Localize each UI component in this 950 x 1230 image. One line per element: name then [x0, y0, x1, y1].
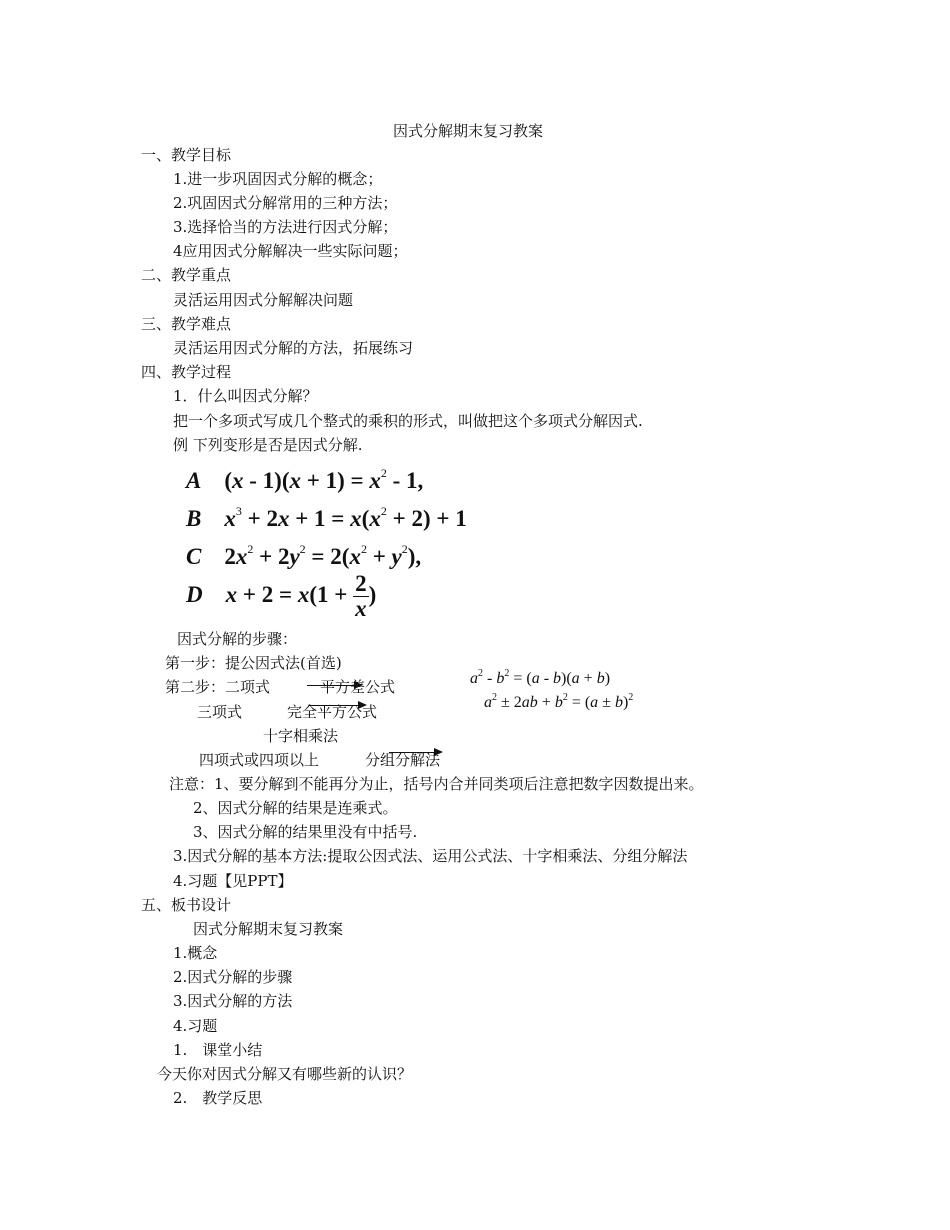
section-heading-goals: 一、教学目标: [141, 146, 232, 164]
option-c-equation: C $2x^2 + 2y^2 = 2(x^2 + y^2)$,: [186, 542, 422, 569]
example-prompt: 例 下列变形是否是因式分解.: [173, 436, 363, 454]
summary-heading: 1. 课堂小结: [173, 1041, 263, 1059]
option-c-label: C: [186, 544, 202, 569]
board-title: 因式分解期末复习教案: [193, 920, 344, 938]
section-heading-difficulty: 三、教学难点: [141, 315, 232, 333]
section-heading-process: 四、教学过程: [141, 363, 232, 381]
step-one: 第一步：提公因式法(首选): [165, 654, 342, 672]
cross-multiplication-label: 十字相乘法: [263, 727, 339, 745]
page-title: 因式分解期末复习教案: [393, 122, 544, 140]
section-heading-board: 五、板书设计: [141, 896, 232, 914]
trinomial-label: 三项式: [197, 703, 243, 721]
goal-item-4: 4应用因式分解解决一些实际问题；: [173, 242, 408, 260]
reflection-heading: 2. 教学反思: [173, 1089, 263, 1107]
polynomial-four-terms-label: 四项式或四项以上: [199, 751, 320, 769]
difference-of-squares-label: 平方差公式: [320, 678, 396, 696]
note-1: 注意：1、要分解到不能再分为止，括号内合并同类项后注意把数字因数提出来。: [169, 775, 704, 793]
focus-text: 灵活运用因式分解解决问题: [173, 291, 354, 309]
section-heading-focus: 二、教学重点: [141, 266, 232, 284]
option-b-equation: B $x^3 + 2x + 1 = x(x^2 + 2) + 1$: [186, 504, 467, 531]
option-b-label: B: [186, 506, 202, 531]
board-item-3: 3.因式分解的方法: [173, 992, 293, 1010]
step-two-binomial: 第二步：二项式: [165, 678, 271, 696]
goal-item-2: 2.巩固因式分解常用的三种方法；: [173, 194, 398, 212]
perfect-square-label: 完全平方公式: [287, 703, 378, 721]
grouping-method-label: 分组分解法: [365, 751, 441, 769]
difference-of-squares-formula: $a^2 - b^2 = (a - b)(a + b)$: [470, 668, 611, 687]
note-3: 3、因式分解的结果里没有中括号.: [193, 823, 418, 841]
steps-title: 因式分解的步骤：: [177, 630, 298, 648]
difficulty-text: 灵活运用因式分解的方法，拓展练习: [173, 339, 414, 357]
perfect-square-formula: $a^2 \pm 2ab + b^2 = (a \pm b)^2$: [484, 692, 634, 711]
goal-item-3: 3.选择恰当的方法进行因式分解；: [173, 218, 398, 236]
exercise-item: 4.习题【见PPT】: [173, 872, 293, 890]
board-item-2: 2.因式分解的步骤: [173, 968, 293, 986]
option-a-equation: A $(x - 1)(x + 1) = x^2 - 1$,: [186, 466, 424, 493]
option-a-label: A: [186, 468, 202, 493]
board-item-1: 1.概念: [173, 944, 218, 962]
board-item-4: 4.习题: [173, 1017, 218, 1035]
note-2: 2、因式分解的结果是连乘式。: [193, 799, 398, 817]
option-d-equation: D x + 2 = x(1 + $\frac{2}{x}$ ): [186, 571, 377, 621]
goal-item-1: 1.进一步巩固因式分解的概念；: [173, 170, 383, 188]
option-d-label: D: [186, 581, 203, 607]
basic-methods: 3.因式分解的基本方法:提取公因式法、运用公式法、十字相乘法、分组分解法: [173, 847, 688, 865]
question-what-is: 1．什么叫因式分解？: [173, 387, 318, 405]
definition-text: 把一个多项式写成几个整式的乘积的形式，叫做把这个多项式分解因式.: [173, 412, 643, 430]
summary-question: 今天你对因式分解又有哪些新的认识？: [157, 1065, 413, 1083]
